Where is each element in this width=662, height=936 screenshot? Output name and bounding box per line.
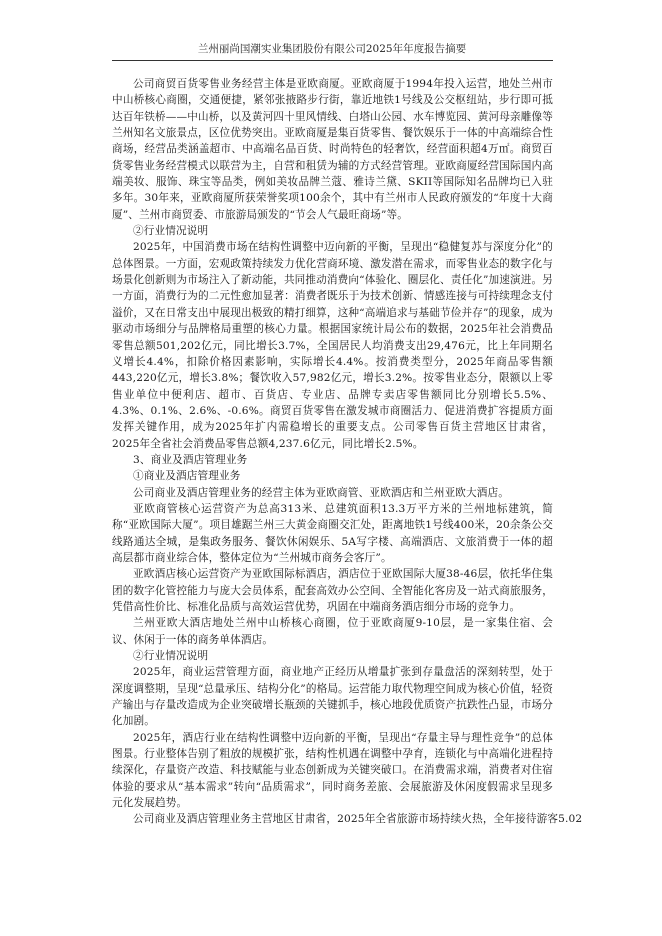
subheading-industry-overview: ②行业情况说明 — [133, 225, 209, 238]
header-divider — [112, 60, 553, 61]
paragraph-yaou-hotel: 亚欧酒店核心运营资产为亚欧国际标酒店，酒店位于亚欧国际大厦38-46层，依托华住集团的数字化管控能力与庞大会员体系，配套高效办公空间、全智能化客房及一站式商旅服务，凭借高性价比、标准化品质与高效运营优势，巩固在中端商务酒店细分市场的竞争力。 — [112, 568, 553, 613]
paragraph-consumer-market-2025: 2025年，中国消费市场在结构性调整中迈向新的平衡，呈现出“稳健复苏与深度分化”的总体图景。一方面，宏观政策持续发力优化营商环境、激发潜在需求，而零售业态的数字化与场景化创新则为市场注入了新动能，共同推动消费向“体验化、圈层化、责任化”加速演进。另一方面，消费行为的二元性愈加显著：消费者既乐于为技术创新、情感连接与可持续理念支付溢价，又在日常支出中展现出极致的精打细算，这种“高端追求与基础节俭并存”的现象，成为驱动市场细分与品牌格局重塑的核心力量。根据国家统计局公布的数据，2025年社会消费品零售总额501,202亿元，同比增长3.7%，全国居民人均消费支出29,476元，比上年同期名义增长4.4%，扣除价格因素影响，实际增长4.4%。按消费类型分，2025年商品零售额443,220亿元，增长3.8%；餐饮收入57,982亿元，增长3.2%。按零售业态分，限额以上零售业单位中便利店、超市、百货店、专业店、品牌专卖店零售额同比分别增长5.5%、4.3%、0.1%、2.6%、-0.6%。商贸百货零售在激发城市商圈活力、促进消费扩容提质方面发挥关键作用，成为2025年扩内需稳增长的重要支点。公司零售百货主营地区甘肃省，2025年全省社会消费品零售总额4,237.6亿元，同比增长2.5%。 — [112, 241, 553, 450]
paragraph-gansu-tourism: 公司商业及酒店管理业务主营地区甘肃省，2025年全省旅游市场持续火热，全年接待游客5.02 — [133, 813, 583, 826]
paragraph-hotel-industry: 2025年，酒店行业在结构性调整中迈向新的平衡，呈现出“存量主导与理性竞争”的总体图景。行业整体告别了粗放的规模扩张，结构性机遇在调整中孕育，连锁化与中高端化进程持续深化，存量资产改造、科技赋能与业态创新成为关键突破口。在消费需求端，消费者对住宿体验的要求从“基本需求”转向“品质需求”，同时商务差旅、会展旅游及休闲度假需求呈现多元化发展趋势。 — [112, 731, 553, 810]
subheading-industry-overview-2: ②行业情况说明 — [133, 650, 209, 663]
section-heading-commercial-hotel: 3、商业及酒店管理业务 — [133, 453, 248, 466]
subheading-commercial-hotel-business: ①商业及酒店管理业务 — [133, 470, 241, 483]
paragraph-commercial-real-estate: 2025年，商业运营管理方面，商业地产正经历从增量扩张到存量盘活的深刻转型，处于深度调整期，呈现“总量承压、结构分化”的格局。运营能力取代物理空间成为核心价值，轻资产输出与存量改造成为企业突破增长瓶颈的关键抓手，核心地段优质资产抗跌性凸显，市场分化加剧。 — [112, 666, 553, 728]
paragraph-department-store-business: 公司商贸百货零售业务经营主体是亚欧商厦。亚欧商厦于1994年投入运营，地处兰州市中山桥核心商圈，交通便捷，紧邻张掖路步行街，靠近地铁1号线及公交枢纽站，步行即可抵达百年铁桥——中山桥，以及黄河四十里风情线、白塔山公园、水车博览园、黄河母亲雕像等兰州知名文旅景点，区位优势突出。亚欧商厦是集百货零售、餐饮娱乐于一体的中高端综合性商场，经营品类涵盖超市、中高端名品百货、时尚特色的轻奢饮，经营面积超4万㎡。商贸百货零售业务经营模式以联营为主，自营和租赁为辅的方式经营管理。亚欧商厦经营国际国内高端美妆、服饰、珠宝等品类，例如美妆品牌兰蔻、雅诗兰黛、SKII等国际知名品牌均已入驻多年。30年来，亚欧商厦所获荣誉奖项100余个，其中有兰州市人民政府颁发的“年度十大商厦”、兰州市商贸委、市旅游局颁发的“节会人气最旺商场”等。 — [112, 78, 553, 221]
paragraph-lanzhou-yaou-grand-hotel: 兰州亚欧大酒店地处兰州中山桥核心商圈，位于亚欧商厦9-10层，是一家集住宿、会议、休闲于一体的商务单体酒店。 — [112, 617, 553, 646]
paragraph-yaou-international-tower: 亚欧商管核心运营资产为总高313米、总建筑面积13.3万平方米的兰州地标建筑，简称“亚欧国际大厦”。项目雄踞兰州三大黄金商圈交汇处，距离地铁1号线400米，20余条公交线路通达全城，是集政务服务、餐饮休闲娱乐、5A写字楼、高端酒店、文旅消费于一体的超高层都市商业综合体，整体定位为“兰州城市商务会客厅”。 — [112, 502, 553, 564]
report-body — [112, 76, 583, 828]
page-header: 兰州丽尚国潮实业集团股份有限公司2025年年度报告摘要 — [197, 43, 467, 55]
paragraph-operating-entities: 公司商业及酒店管理业务的经营主体为亚欧商管、亚欧酒店和兰州亚欧大酒店。 — [133, 486, 510, 499]
